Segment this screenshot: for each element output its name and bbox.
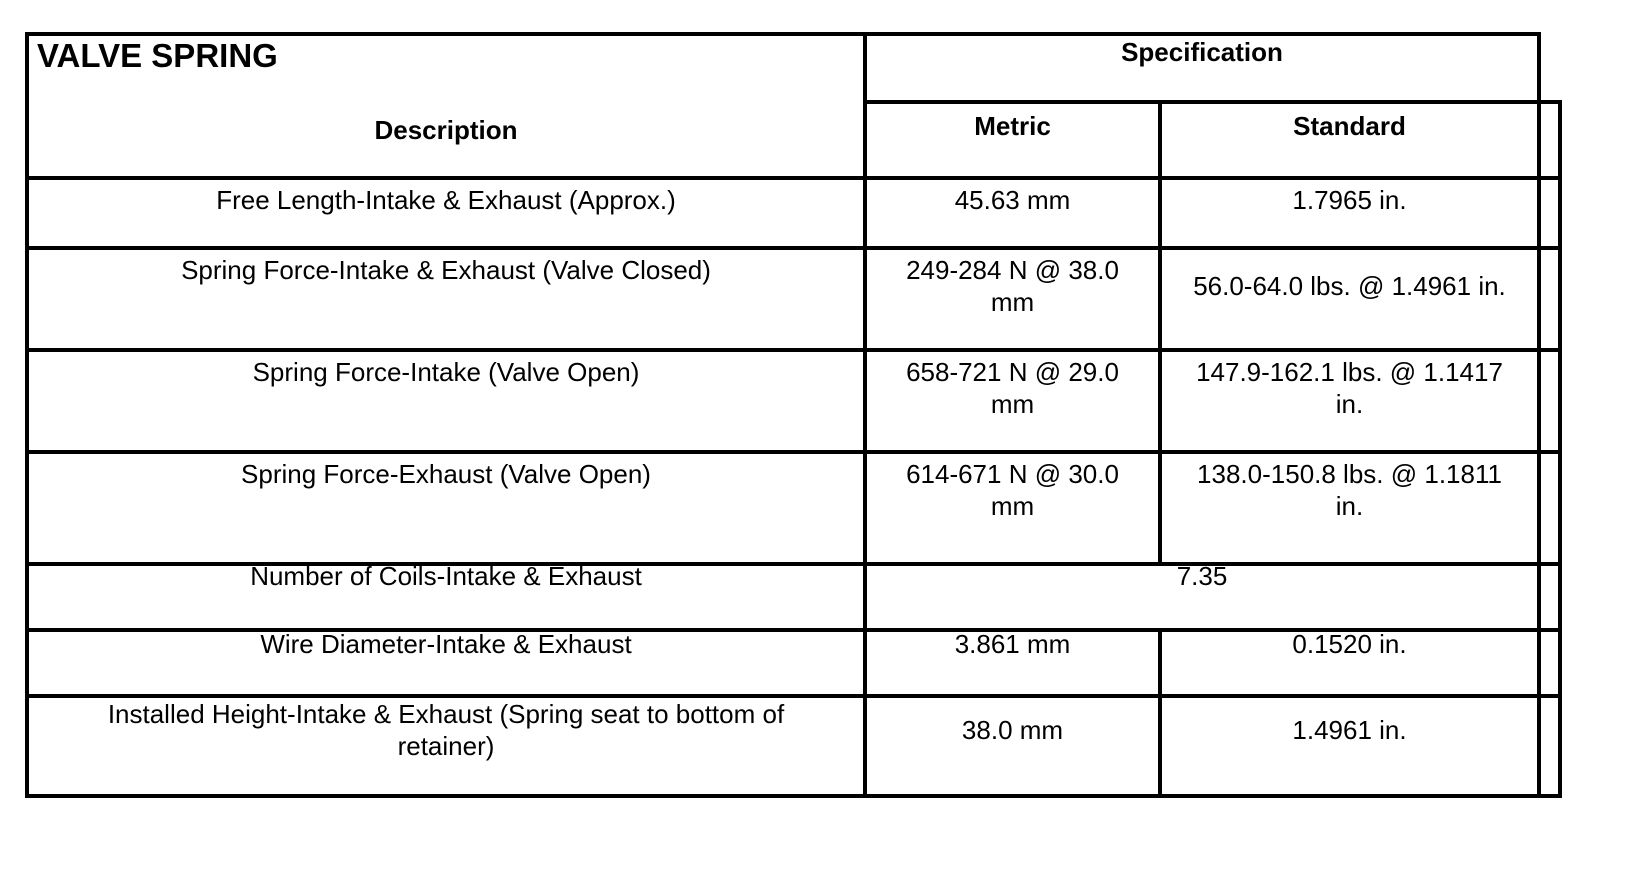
table-border [1158, 100, 1162, 566]
row-standard: 147.9-162.1 lbs. @ 1.1417 in. [1196, 357, 1503, 419]
table-border [25, 450, 1562, 454]
table-border [25, 32, 29, 798]
row-description: Spring Force-Exhaust (Valve Open) [241, 459, 651, 489]
table-title: VALVE SPRING [37, 37, 278, 74]
row-description: Spring Force-Intake (Valve Open) [252, 357, 640, 387]
row-metric: 614-671 N @ 30.0 mm [906, 459, 1119, 521]
row-standard: 138.0-150.8 lbs. @ 1.1811 in. [1197, 459, 1502, 521]
row-metric: 658-721 N @ 29.0 mm [906, 357, 1119, 419]
row-description: Number of Coils-Intake & Exhaust [250, 561, 642, 591]
table-border [25, 176, 1562, 180]
row-description: Wire Diameter-Intake & Exhaust [260, 629, 632, 659]
table-border [863, 100, 1562, 104]
description-header: Description [374, 115, 518, 145]
row-metric: 45.63 mm [954, 185, 1071, 215]
row-metric: 3.861 mm [954, 629, 1071, 659]
row-standard: 56.0-64.0 lbs. @ 1.4961 in. [1193, 271, 1506, 301]
specification-header: Specification [1121, 37, 1283, 67]
row-combined-spec: 7.35 [1176, 561, 1228, 591]
metric-header: Metric [974, 111, 1051, 141]
table-border [25, 246, 1562, 250]
table-border [25, 348, 1562, 352]
table-border [25, 794, 1562, 798]
row-description: Installed Height-Intake & Exhaust (Spring seat to bottom of retainer) [107, 699, 785, 761]
row-standard: 0.1520 in. [1292, 629, 1407, 659]
row-description: Spring Force-Intake & Exhaust (Valve Closed) [181, 255, 711, 285]
standard-header: Standard [1293, 111, 1406, 141]
row-metric: 38.0 mm [961, 715, 1064, 745]
table-border [863, 32, 867, 798]
row-standard: 1.7965 in. [1292, 185, 1407, 215]
row-description: Free Length-Intake & Exhaust (Approx.) [216, 185, 676, 215]
valve-spring-spec-table [25, 32, 1562, 798]
table-border [1537, 32, 1541, 102]
row-standard: 1.4961 in. [1292, 715, 1407, 745]
row-metric: 249-284 N @ 38.0 mm [906, 255, 1119, 317]
